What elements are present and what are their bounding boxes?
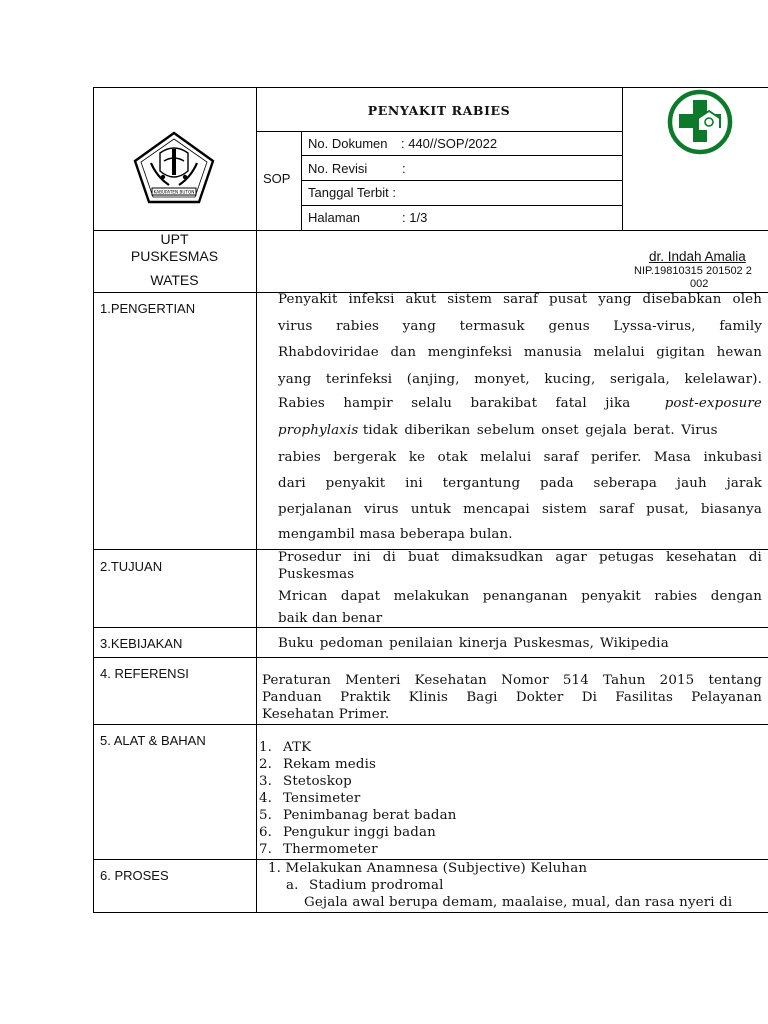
divider-doc-no	[301, 155, 622, 156]
regency-crest-logo	[133, 131, 215, 205]
logo-divider	[622, 87, 623, 231]
list-item	[259, 740, 312, 755]
tujuan-line: Puskesmas	[278, 567, 355, 582]
column-divider	[256, 87, 257, 913]
substep-text: Stadium prodromal	[309, 878, 444, 893]
section-label-pengertian: 1.PENGERTIAN	[100, 301, 196, 316]
list-item	[259, 757, 377, 772]
list-number: 2.	[259, 757, 273, 772]
signer-nip: NIP.19810315 201502 2	[634, 265, 752, 277]
divider-referensi	[93, 724, 768, 725]
terbit-label: Tanggal Terbit :	[308, 185, 396, 200]
list-item	[259, 791, 361, 806]
list-number: 3.	[259, 774, 273, 789]
pengertian-line	[278, 396, 762, 411]
list-text: Rekam medis	[283, 757, 377, 772]
list-text: Stetoskop	[283, 774, 352, 789]
list-text: Tensimeter	[283, 791, 361, 806]
border-bottom	[93, 912, 768, 913]
section-label-tujuan: 2.TUJUAN	[100, 559, 163, 574]
doc-no-label: No. Dokumen	[308, 136, 388, 151]
pengertian-line: virus rabies yang termasuk genus Lyssa-virus, family	[278, 319, 762, 334]
divider-revisi	[301, 180, 622, 181]
halaman-value: : 1/3	[402, 210, 428, 225]
signer-nip-2: 002	[690, 278, 709, 290]
tujuan-line: Prosedur ini di buat dimaksudkan agar petugas kesehatan di	[278, 550, 762, 565]
referensi-line: Peraturan Menteri Kesehatan Nomor 514 Tahun 2015 tentang	[262, 673, 762, 688]
divider-alat	[93, 859, 768, 860]
pengertian-line: yang terinfeksi (anjing, monyet, kucing, serigala, kelelawar).	[278, 372, 762, 387]
revisi-value: :	[402, 161, 406, 176]
list-item	[259, 825, 436, 840]
referensi-line: Panduan Praktik Klinis Bagi Dokter Di Fasilitas Pelayanan	[262, 690, 762, 705]
list-number: 6.	[259, 825, 273, 840]
tujuan-line: baik dan benar	[278, 611, 383, 626]
pengertian-line-end: tidak diberikan sebelum onset gejala berat. Virus	[362, 423, 718, 438]
halaman-label: Halaman	[308, 210, 361, 225]
divider-title	[256, 131, 622, 132]
sop-label: SOP	[263, 171, 291, 186]
list-text: Penimbanag berat badan	[283, 808, 457, 823]
list-item	[259, 808, 457, 823]
section-label-kebijakan: 3.KEBIJAKAN	[100, 636, 183, 651]
pengertian-line-start: Rabies hampir selalu barakibat fatal jika	[278, 396, 631, 411]
section-label-alat: 5. ALAT & BAHAN	[100, 733, 206, 748]
substep-letter: a.	[286, 878, 299, 893]
divider-tujuan	[93, 627, 768, 628]
tujuan-line: Mrican dapat melakukan penanganan penyakit rabies dengan	[278, 589, 762, 604]
proses-step-1: 1. Melakukan Anamnesa (Subjective) Keluhan	[268, 861, 588, 876]
section-label-referensi: 4. REFERENSI	[100, 666, 189, 681]
list-item	[259, 842, 378, 857]
divider-kebijakan	[93, 657, 768, 658]
border-left	[93, 87, 94, 913]
divider-terbit	[301, 205, 622, 206]
list-number: 5.	[259, 808, 273, 823]
referensi-line: Kesehatan Primer.	[262, 707, 390, 722]
kebijakan-text: Buku pedoman penilaian kinerja Puskesmas, Wikipedia	[278, 636, 669, 651]
section-label-proses: 6. PROSES	[100, 868, 169, 883]
list-number: 7.	[259, 842, 273, 857]
proses-substep-a	[286, 878, 444, 893]
pengertian-italic-term-2: prophylaxis	[278, 423, 359, 438]
list-item	[259, 774, 352, 789]
pengertian-line: mengambil masa beberapa bulan.	[278, 527, 513, 542]
org-line-3: WATES	[150, 272, 199, 288]
list-text: ATK	[283, 740, 312, 755]
list-text: Thermometer	[283, 842, 378, 857]
sop-divider	[301, 131, 302, 231]
list-number: 1.	[259, 740, 273, 755]
revisi-label: No. Revisi	[308, 161, 368, 176]
document-title: PENYAKIT RABIES	[367, 103, 511, 118]
puskesmas-cross-logo	[666, 88, 734, 156]
pengertian-italic-term: post-exposure	[664, 396, 762, 411]
crest-caption: KABUPATEN BUTON	[153, 189, 195, 195]
signer-name: dr. Indah Amalia	[649, 249, 746, 264]
pengertian-line: perjalanan virus untuk mencapai sistem saraf pusat, biasanya	[278, 502, 762, 517]
org-line-1: UPT	[160, 231, 189, 247]
pengertian-line: Rhabdoviridae dan menginfeksi manusia melalui gigitan hewan	[278, 345, 762, 360]
org-line-2: PUSKESMAS	[130, 248, 219, 264]
list-text: Pengukur inggi badan	[283, 825, 436, 840]
doc-no-value: : 440//SOP/2022	[401, 136, 498, 151]
pengertian-line: rabies bergerak ke otak melalui saraf perifer. Masa inkubasi	[278, 450, 762, 465]
pengertian-line	[278, 423, 762, 438]
proses-substep-detail: Gejala awal berupa demam, maalaise, mual, dan rasa nyeri di	[304, 895, 733, 910]
pengertian-line: dari penyakit ini tergantung pada seberapa jauh jarak	[278, 476, 762, 491]
pengertian-line: Penyakit infeksi akut sistem saraf pusat yang disebabkan oleh	[278, 292, 762, 307]
list-number: 4.	[259, 791, 273, 806]
